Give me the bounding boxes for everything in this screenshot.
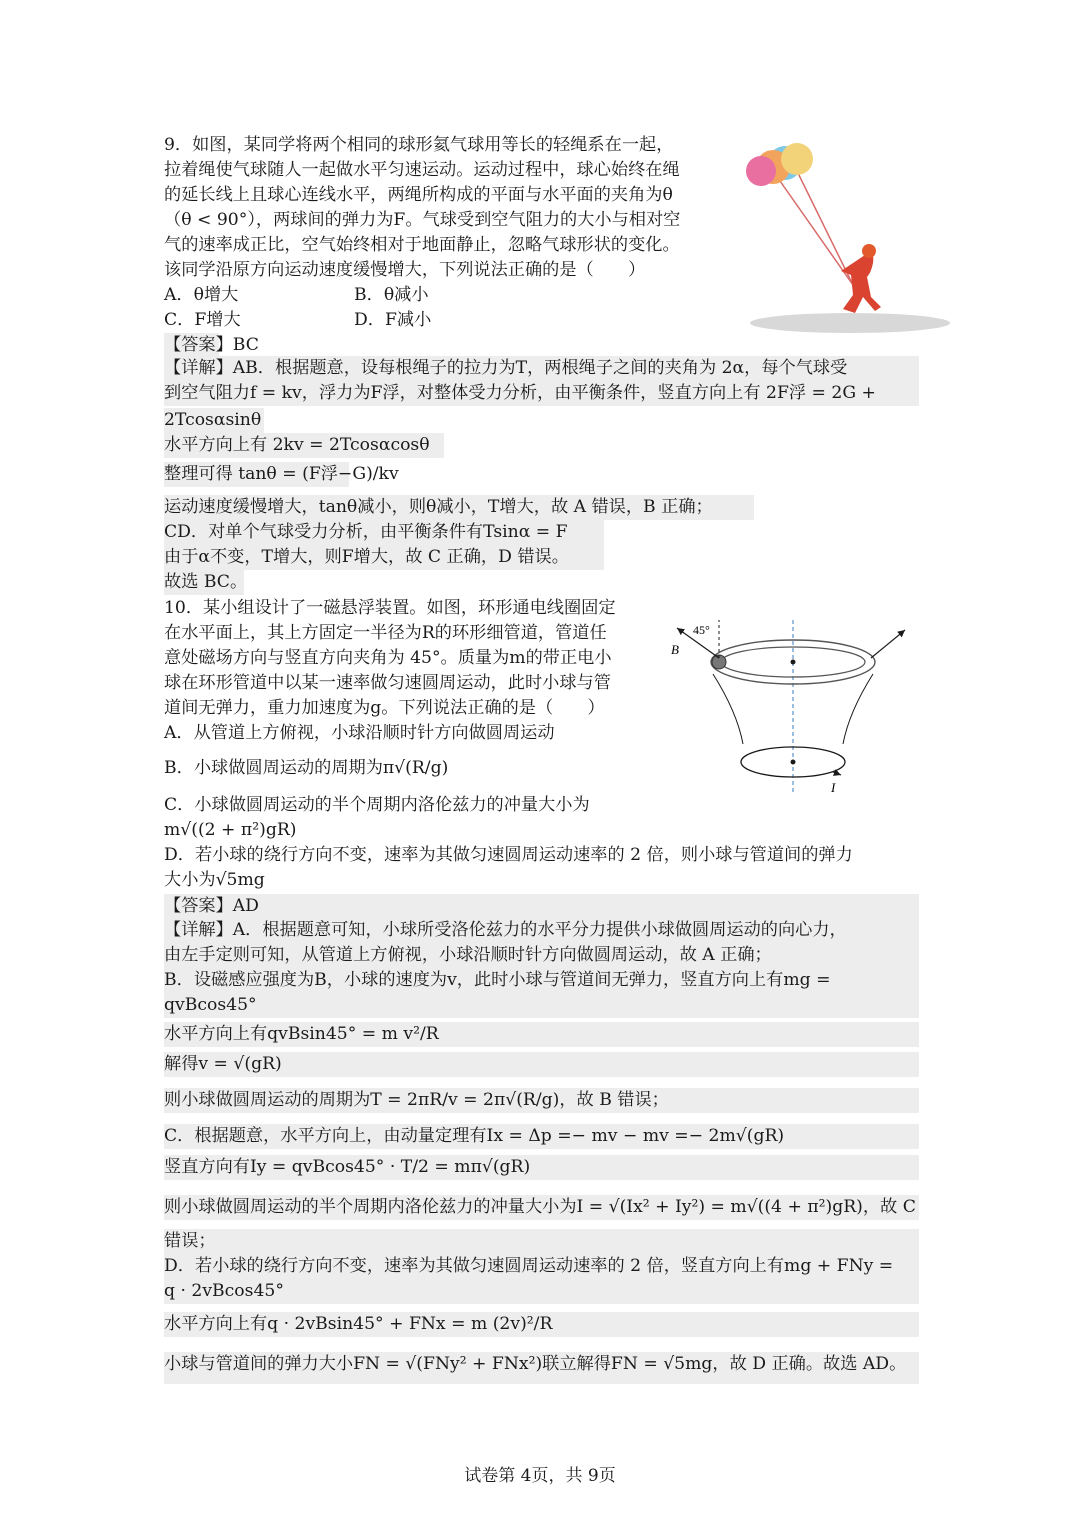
q10-stem-line-4: 球在环形管道中以某一速率做匀速圆周运动，此时小球与管	[164, 673, 611, 693]
q10-detail-line-6: 解得v = √(gR)	[164, 1052, 919, 1077]
q10-option-d-cont: 大小为√5mg	[164, 870, 265, 890]
q9-answer: 【答案】BC	[164, 333, 219, 358]
q10-detail-line-12: D．若小球的绕行方向不变，速率为其做匀速圆周运动速率的 2 倍，竖直方向上有mg + FNy =	[164, 1254, 919, 1279]
q10-option-c: C．小球做圆周运动的半个周期内洛伦兹力的冲量大小为	[164, 795, 590, 815]
q10-detail-line-15: 小球与管道间的弹力大小FN = √(FNy² + FNx²)联立解得FN = √5mg，故 D 正确。故选 AD。	[164, 1352, 919, 1384]
q9-stem-line-4: （θ < 90°），两球间的弹力为F。气球受到空气阻力的大小与相对空	[164, 210, 681, 230]
q10-detail-line-11: 错误；	[164, 1229, 919, 1254]
q10-detail-line-2: 由左手定则可知，从管道上方俯视，小球沿顺时针方向做圆周运动，故 A 正确；	[164, 943, 919, 968]
q10-detail-line-7: 则小球做圆周运动的周期为T = 2πR/v = 2π√(R/g)，故 B 错误；	[164, 1088, 919, 1113]
q10-option-c-value: m√((2 + π²)gR)	[164, 820, 297, 840]
q9-option-c: C．F增大	[164, 310, 241, 330]
page-footer: 试卷第 4页，共 9页	[464, 1466, 616, 1486]
q10-angle-label: 45°	[693, 623, 710, 637]
q9-detail-line-1: 【详解】AB．根据题意，设每根绳子的拉力为T，两根绳子之间的夹角为 2α，每个气球受	[164, 356, 919, 381]
q9-stem-line-2: 拉着绳使气球随人一起做水平匀速运动。运动过程中，球心始终在绳	[164, 160, 680, 180]
q10-ring-figure	[665, 612, 920, 797]
q10-stem-line-2: 在水平面上，其上方固定一半径为R的环形细管道，管道任	[164, 623, 607, 643]
q10-current-label: I	[831, 780, 836, 795]
q10-detail-line-10: 则小球做圆周运动的半个周期内洛伦兹力的冲量大小为I = √(Ix² + Iy²) = m√((4 + π²)gR)，故 C	[164, 1195, 919, 1220]
q9-detail-line-5: 整理可得 tanθ = (F浮−G)/kv	[164, 462, 349, 487]
q9-option-d: D．F减小	[354, 310, 432, 330]
q9-detail-line-2: 到空气阻力f = kv，浮力为F浮，对整体受力分析，由平衡条件，竖直方向上有 2F浮 = 2G +	[164, 381, 919, 406]
q9-detail-line-9: 故选 BC。	[164, 570, 244, 595]
q10-stem-line-5: 道间无弹力，重力加速度为g。下列说法正确的是（ ）	[164, 698, 605, 718]
q9-stem-line-5: 气的速率成正比，空气始终相对于地面静止，忽略气球形状的变化。	[164, 235, 680, 255]
q10-field-label: B	[671, 642, 679, 657]
q10-detail-line-3: B．设磁感应强度为B，小球的速度为v，此时小球与管道间无弹力，竖直方向上有mg =	[164, 968, 919, 993]
q9-option-a: A．θ增大	[164, 285, 239, 305]
q9-stem-line-1: 9．如图，某同学将两个相同的球形氦气球用等长的轻绳系在一起，	[164, 135, 674, 155]
q10-detail-line-8: C．根据题意，水平方向上，由动量定理有Ix = Δp =− mv − mv =− 2m√(gR)	[164, 1124, 919, 1149]
q9-option-b: B．θ减小	[354, 285, 429, 305]
q10-detail-line-9: 竖直方向有Iy = qvBcos45° · T/2 = mπ√(gR)	[164, 1155, 919, 1180]
q9-detail-line-3: 2Tcosαsinθ	[164, 408, 264, 433]
q9-options-row-2	[164, 308, 431, 333]
q10-detail-line-13: q · 2vBcos45°	[164, 1279, 919, 1304]
q9-detail-line-8: 由于α不变，T增大，则F增大，故 C 正确，D 错误。	[164, 545, 604, 570]
q10-option-b: B．小球做圆周运动的周期为π√(R/g)	[164, 758, 449, 778]
q10-answer: 【答案】AD	[164, 894, 919, 919]
q10-option-d: D．若小球的绕行方向不变，速率为其做匀速圆周运动速率的 2 倍，则小球与管道间的弹力	[164, 845, 853, 865]
q10-detail-line-1: 【详解】A．根据题意可知，小球所受洛伦兹力的水平分力提供小球做圆周运动的向心力，	[164, 918, 919, 943]
q10-stem-line-3: 意处磁场方向与竖直方向夹角为 45°。质量为m的带正电小	[164, 648, 612, 668]
q10-detail-line-5: 水平方向上有qvBsin45° = m v²/R	[164, 1022, 919, 1047]
q9-options-row-1	[164, 283, 429, 308]
q10-detail-line-4: qvBcos45°	[164, 993, 919, 1018]
q9-detail-line-7: CD．对单个气球受力分析，由平衡条件有Tsinα = F	[164, 520, 604, 545]
q10-option-a: A．从管道上方俯视，小球沿顺时针方向做圆周运动	[164, 723, 555, 743]
q10-detail-line-14: 水平方向上有q · 2vBsin45° + FNx = m (2v)²/R	[164, 1312, 919, 1337]
q10-stem-line-1: 10．某小组设计了一磁悬浮装置。如图，环形通电线圈固定	[164, 598, 616, 618]
q9-stem-line-6: 该同学沿原方向运动速度缓慢增大，下列说法正确的是（ ）	[164, 260, 646, 280]
q9-detail-line-6: 运动速度缓慢增大，tanθ减小，则θ减小，T增大，故 A 错误，B 正确；	[164, 495, 754, 520]
q9-detail-line-4: 水平方向上有 2kv = 2Tcosαcosθ	[164, 433, 444, 458]
q9-balloon-figure	[745, 135, 955, 335]
q9-stem-line-3: 的延长线上且球心连线水平，两绳所构成的平面与水平面的夹角为θ	[164, 185, 673, 205]
